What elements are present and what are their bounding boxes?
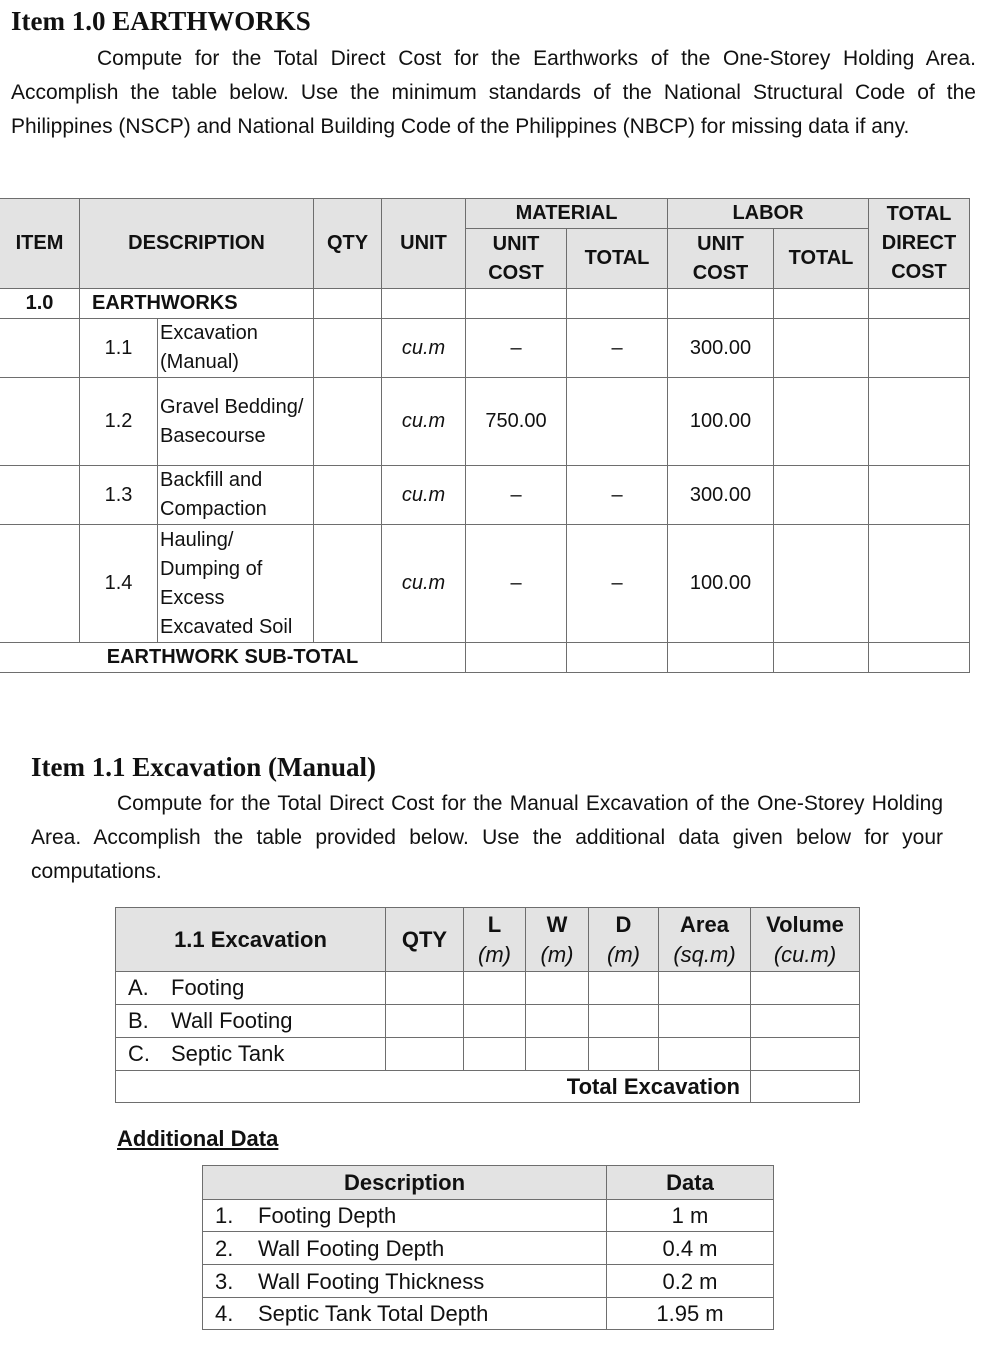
- table-row: [0, 378, 970, 466]
- earthworks-cost-table: [0, 198, 970, 673]
- table-row: [0, 525, 970, 643]
- row-material-unit-cost: –: [466, 319, 567, 378]
- header-description: Description: [203, 1166, 607, 1200]
- header-labor-total: TOTAL: [774, 229, 869, 289]
- row-material-unit-cost: 750.00: [466, 378, 567, 466]
- table-row: [203, 1200, 774, 1232]
- row-data: 0.4 m: [607, 1232, 774, 1265]
- row-description: 2. Wall Footing Depth: [203, 1232, 607, 1265]
- row-description: Gravel Bedding/ Basecourse: [158, 378, 314, 466]
- row-material-total: –: [567, 319, 668, 378]
- row-unit: cu.m: [382, 525, 466, 643]
- row-material-total: [567, 378, 668, 466]
- header-material-total: TOTAL: [567, 229, 668, 289]
- row-description: 3. Wall Footing Thickness: [203, 1265, 607, 1298]
- row-description: Backfill and Compaction: [158, 466, 314, 525]
- row-unit: cu.m: [382, 319, 466, 378]
- table-row: [203, 1232, 774, 1265]
- row-description: 1. Footing Depth: [203, 1200, 607, 1232]
- header-depth: D (m): [589, 908, 659, 972]
- subtotal-row: [0, 643, 970, 673]
- section-title-excavation: Item 1.1 Excavation (Manual): [31, 752, 376, 782]
- row-material-unit-cost: –: [466, 525, 567, 643]
- total-excavation-label: Total Excavation: [116, 1071, 751, 1103]
- header-labor: LABOR: [668, 199, 869, 229]
- header-data: Data: [607, 1166, 774, 1200]
- group-description: EARTHWORKS: [80, 289, 314, 319]
- table-row: [0, 466, 970, 525]
- row-material-total: –: [567, 525, 668, 643]
- subtotal-label: EARTHWORK SUB-TOTAL: [0, 643, 466, 673]
- header-qty: QTY: [314, 199, 382, 289]
- header-unit: UNIT: [382, 199, 466, 289]
- row-label: B. Wall Footing: [116, 1005, 386, 1038]
- group-row-earthworks: [0, 289, 970, 319]
- row-description: Hauling/ Dumping of Excess Excavated Soil: [158, 525, 314, 643]
- header-material: MATERIAL: [466, 199, 668, 229]
- header-qty: QTY: [386, 908, 464, 972]
- total-excavation-row: [116, 1071, 860, 1103]
- row-material-unit-cost: –: [466, 466, 567, 525]
- row-number: 1.1: [80, 319, 158, 378]
- additional-data-title: Additional Data: [117, 1126, 279, 1151]
- row-labor-unit-cost: 100.00: [668, 378, 774, 466]
- table-row: [116, 1038, 860, 1071]
- row-data: 1 m: [607, 1200, 774, 1232]
- header-volume: Volume (cu.m): [751, 908, 860, 972]
- row-labor-unit-cost: 100.00: [668, 525, 774, 643]
- excavation-instructions: Compute for the Total Direct Cost for the Manual Excavation of the One-Storey Holding Area. Accomplish the table provided below. Use the additional data given below for your computations.: [31, 792, 943, 883]
- header-area: Area (sq.m): [659, 908, 751, 972]
- section-title-earthworks: Item 1.0 EARTHWORKS: [11, 6, 311, 36]
- header-total-direct-cost: TOTAL DIRECT COST: [869, 199, 970, 289]
- row-material-total: –: [567, 466, 668, 525]
- header-labor-unit-cost: UNIT COST: [668, 229, 774, 289]
- row-data: 0.2 m: [607, 1265, 774, 1298]
- row-number: 1.4: [80, 525, 158, 643]
- row-number: 1.2: [80, 378, 158, 466]
- row-number: 1.3: [80, 466, 158, 525]
- row-description: Excavation (Manual): [158, 319, 314, 378]
- row-description: 4. Septic Tank Total Depth: [203, 1298, 607, 1330]
- row-unit: cu.m: [382, 378, 466, 466]
- additional-data-table: [202, 1165, 774, 1330]
- row-label: A. Footing: [116, 972, 386, 1005]
- table-row: [0, 319, 970, 378]
- excavation-table: [115, 907, 860, 1103]
- table-row: [116, 1005, 860, 1038]
- header-width: W (m): [526, 908, 589, 972]
- row-labor-unit-cost: 300.00: [668, 319, 774, 378]
- row-unit: cu.m: [382, 466, 466, 525]
- row-labor-unit-cost: 300.00: [668, 466, 774, 525]
- table-row: [203, 1265, 774, 1298]
- group-item-number: 1.0: [0, 289, 80, 319]
- row-label: C. Septic Tank: [116, 1038, 386, 1071]
- row-data: 1.95 m: [607, 1298, 774, 1330]
- header-material-unit-cost: UNIT COST: [466, 229, 567, 289]
- header-length: L (m): [464, 908, 526, 972]
- header-excavation: 1.1 Excavation: [116, 908, 386, 972]
- table-row: [116, 972, 860, 1005]
- header-item: ITEM: [0, 199, 80, 289]
- earthworks-instructions: Compute for the Total Direct Cost for the Earthworks of the One-Storey Holding Area. Accomplish the table below. Use the minimum standards of the National Structural Code of the Philippines (NSCP) and National Building Code of the Philippines (NBCP) for missing data if any.: [11, 47, 976, 138]
- table-row: [203, 1298, 774, 1330]
- header-description: DESCRIPTION: [80, 199, 314, 289]
